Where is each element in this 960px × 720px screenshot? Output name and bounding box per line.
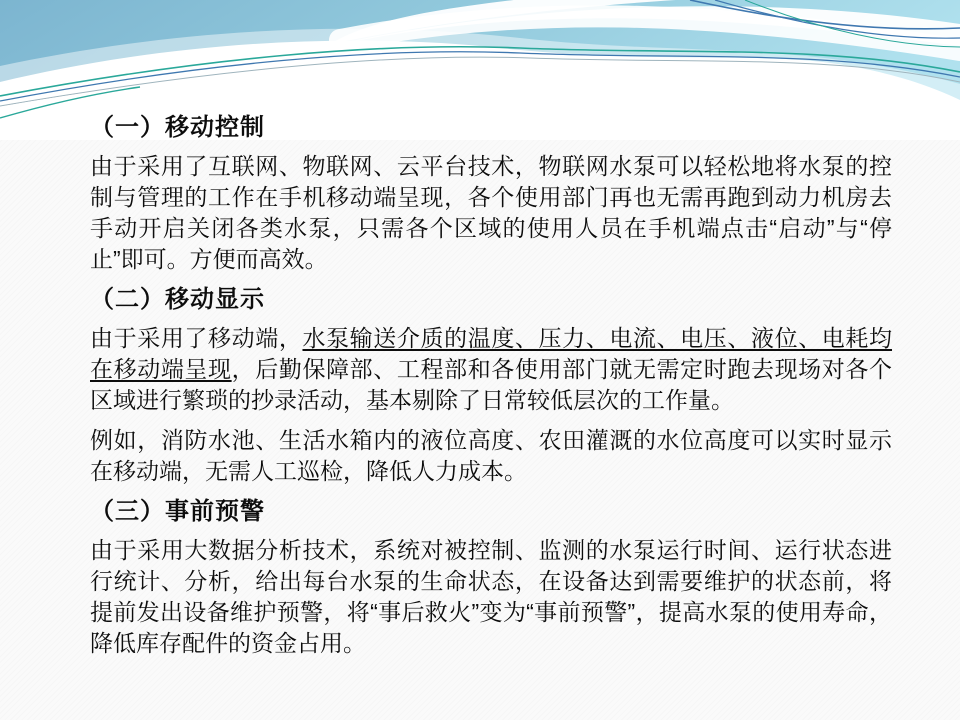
paragraph-mobile-display-prefix: 由于采用了移动端， — [90, 325, 303, 351]
slide-text-block — [90, 112, 892, 668]
section-heading-1: （一）移动控制 — [90, 114, 265, 141]
paragraph-early-warning: 由于采用大数据分析技术，系统对被控制、监测的水泵运行时间、运行状态进行统计、分析，给出每台水泵的生命状态，在设备达到需要维护的状态前，将提前发出设备维护预警，将“事后救火”变为“事前预警”，提高水泵的使用寿命，降低库存配件的资金占用。 — [90, 537, 892, 656]
paragraph-example: 例如，消防水池、生活水箱内的液位高度、农田灌溉的水位高度可以实时显示在移动端，无需人工巡检，降低人力成本。 — [90, 427, 892, 484]
paragraph-mobile-display — [90, 323, 892, 416]
section-heading-2: （二）移动显示 — [90, 286, 265, 313]
paragraph-mobile-display-underlined: 水泵输送介质的温度、压力、电流、电压、液位、电耗均在移动端呈现 — [90, 325, 893, 382]
section-heading-3: （三）事前预警 — [90, 498, 265, 525]
paragraph-mobile-control: 由于采用了互联网、物联网、云平台技术，物联网水泵可以轻松地将水泵的控制与管理的工作在手机移动端呈现，各个使用部门再也无需再跑到动力机房去手动开启关闭各类水泵，只需各个区域的使用人员在手机端点击“启动”与“停止”即可。方便而高效。 — [90, 153, 892, 272]
paragraph-mobile-display-suffix: ，后勤保障部、工程部和各使用部门就无需定时跑去现场对各个区域进行繁琐的抄录活动，基本剔除了日常较低层次的工作量。 — [90, 356, 893, 413]
